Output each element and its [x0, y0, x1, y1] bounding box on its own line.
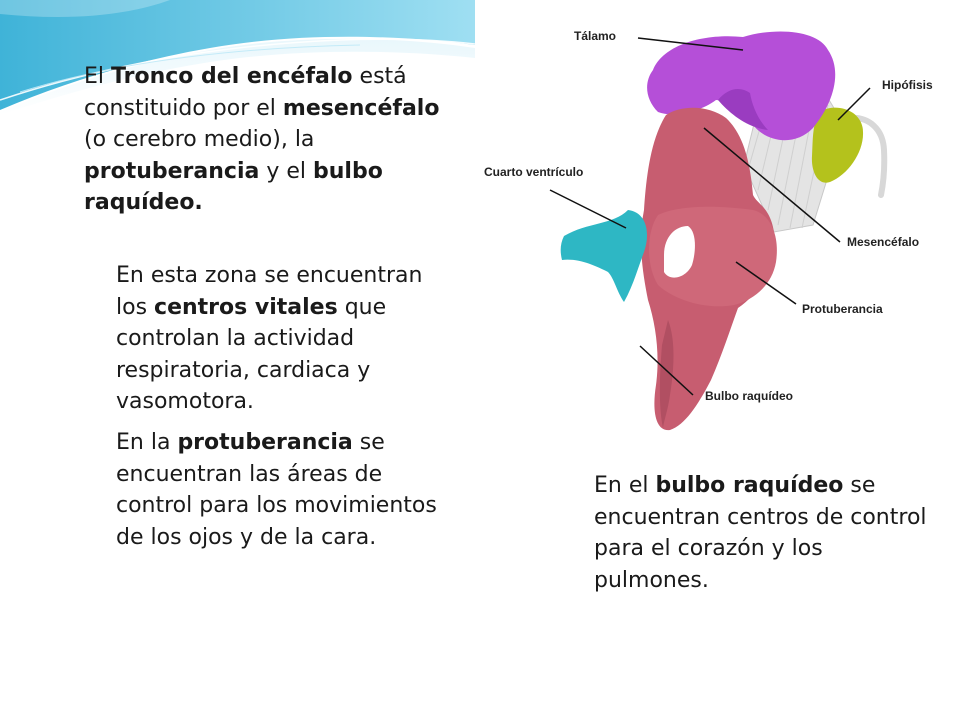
centros-bold: centros vitales — [154, 294, 338, 320]
cuarto-ventriculo — [561, 210, 647, 302]
label-talamo: Tálamo — [574, 29, 617, 43]
intro-bold-protuberancia: protuberancia — [84, 158, 260, 184]
intro-bold-tronco: Tronco del encéfalo — [111, 64, 353, 89]
intro-text-4: y el — [259, 158, 314, 184]
protub-text-2: se encuentran las áreas de control para los movimientos de los ojos y de la cara. — [116, 430, 437, 550]
protuberancia-paragraph — [116, 427, 456, 553]
centros-text-1: En esta zona se encuentran los — [116, 263, 423, 320]
intro-bold-mesencefalo: mesencéfalo — [282, 95, 440, 121]
bulbo-bold: bulbo raquídeo — [655, 473, 844, 498]
intro-text-2: está constituido por el — [84, 64, 407, 121]
protub-bold: protuberancia — [177, 430, 353, 455]
label-bulbo-raquideo: Bulbo raquídeo — [705, 389, 793, 403]
intro-bold-bulbo: bulbo raquídeo. — [84, 158, 383, 215]
bulbo-text-2: se encuentran centros de control para el corazón y los pulmones. — [594, 473, 927, 593]
brainstem-figure — [478, 0, 960, 450]
centros-text-2: que controlan la actividad respiratoria, cardiaca y vasomotora. — [116, 294, 387, 414]
protub-text-1: En la — [116, 430, 178, 455]
intro-text-3: (o cerebro medio), la — [84, 127, 315, 152]
label-protuberancia: Protuberancia — [802, 302, 883, 316]
intro-text-1: El — [84, 64, 112, 89]
centros-vitales-paragraph — [116, 260, 456, 418]
bulbo-text-1: En el — [594, 473, 656, 498]
bulbo-raquideo-paragraph — [594, 470, 934, 596]
label-hipofisis: Hipófisis — [882, 78, 933, 92]
intro-paragraph — [84, 61, 454, 219]
label-cuarto-ventriculo: Cuarto ventrículo — [484, 165, 584, 179]
label-mesencefalo: Mesencéfalo — [847, 235, 920, 249]
